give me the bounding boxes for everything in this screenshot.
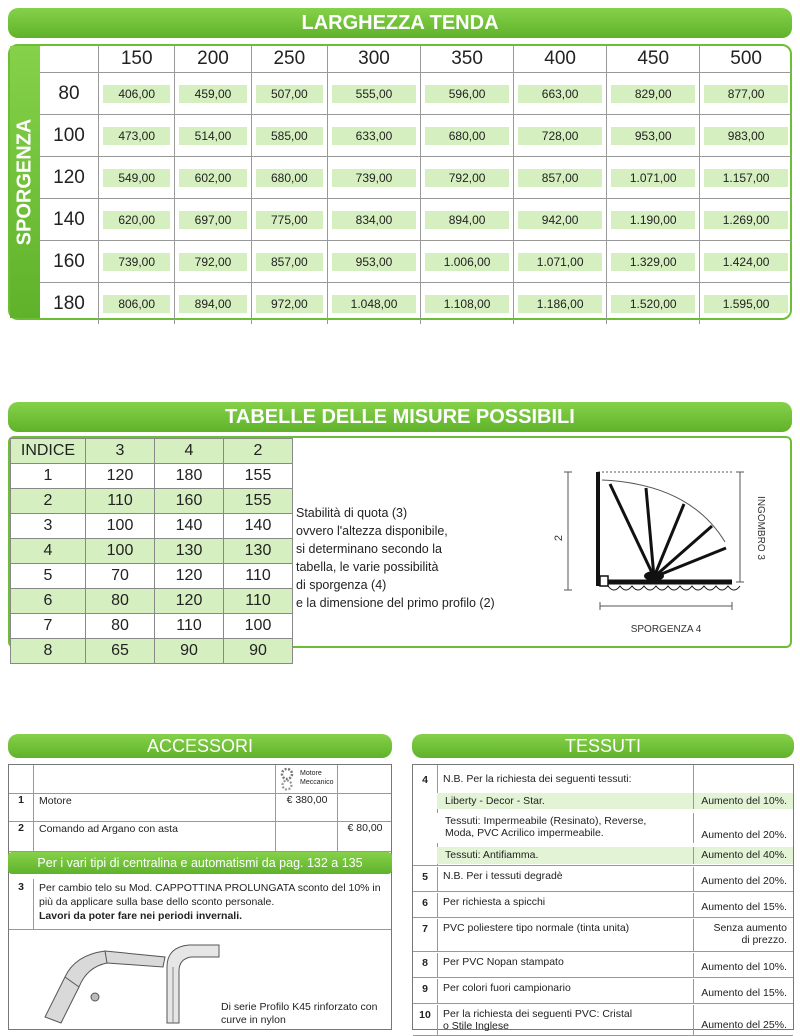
tessuti-title: TESSUTI <box>412 734 794 758</box>
row-value: Aumento del 10%. <box>701 961 787 973</box>
description-line: ovvero l'altezza disponibile, <box>296 524 448 538</box>
table-row <box>40 283 792 325</box>
tessuti-row <box>413 919 793 952</box>
table-row <box>11 489 293 514</box>
sporgenza-header: 80 <box>40 73 99 115</box>
price-cell: 877,00 <box>704 85 788 103</box>
accessori-row: 1 Motore € 380,00 <box>9 793 391 822</box>
table2-title: TABELLE DELLE MISURE POSSIBILI <box>8 402 792 432</box>
hub <box>644 571 664 581</box>
price-cell: 1.071,00 <box>518 253 602 271</box>
price-cell: 697,00 <box>179 211 246 229</box>
measures-cell: 70 <box>86 564 155 589</box>
tessuti-row <box>413 953 793 978</box>
measures-cell: 110 <box>224 564 293 589</box>
measures-cell: 80 <box>86 614 155 639</box>
price-cell: 602,00 <box>179 169 246 187</box>
row-text: Per la richiesta dei seguenti PVC: Cristal <box>443 1008 633 1020</box>
price-cell: 1.520,00 <box>611 295 695 313</box>
table-row <box>40 157 792 199</box>
measures-cell: 120 <box>155 589 224 614</box>
price-cell: 549,00 <box>103 169 170 187</box>
price-cell: 620,00 <box>103 211 170 229</box>
price-cell: 972,00 <box>256 295 323 313</box>
measures-cell: 110 <box>155 614 224 639</box>
description-line: Stabilità di quota (3) <box>296 506 408 520</box>
measures-cell: 120 <box>86 464 155 489</box>
price-cell: 459,00 <box>179 85 246 103</box>
measures-cell: 110 <box>224 589 293 614</box>
price-cell: 806,00 <box>103 295 170 313</box>
row-value: Aumento del 20%. <box>701 875 787 887</box>
table-row <box>11 614 293 639</box>
tessuti-row <box>413 1005 793 1036</box>
table-row <box>40 115 792 157</box>
row-value: Aumento del 15%. <box>701 987 787 999</box>
width-header: 200 <box>175 46 251 73</box>
width-header: 450 <box>607 46 700 73</box>
price-cell: 728,00 <box>518 127 602 145</box>
tessuti-row <box>413 893 793 918</box>
price-cell: 894,00 <box>179 295 246 313</box>
price-cell: 1.186,00 <box>518 295 602 313</box>
row-number: 10 <box>413 1005 438 1035</box>
row-value: Aumento del 25%. <box>701 1019 787 1031</box>
measures-header: 2 <box>224 439 293 464</box>
price-cell: 680,00 <box>425 127 509 145</box>
price-cell: 663,00 <box>518 85 602 103</box>
measures-cell: 80 <box>86 589 155 614</box>
price-cell: 834,00 <box>332 211 416 229</box>
tessuti-row <box>413 867 793 892</box>
price-cell: 775,00 <box>256 211 323 229</box>
measures-cell: 180 <box>155 464 224 489</box>
motore-header: Motore <box>300 770 322 777</box>
measures-cell: 100 <box>86 514 155 539</box>
accessori-row: 2 Comando ad Argano con asta € 80,00 <box>9 821 391 852</box>
row-number: 7 <box>413 919 438 951</box>
price-cell: 596,00 <box>425 85 509 103</box>
price-cell: 473,00 <box>103 127 170 145</box>
table-row <box>11 589 293 614</box>
sporgenza-header: 180 <box>53 292 85 314</box>
table-row <box>11 639 293 664</box>
table-row <box>11 514 293 539</box>
price-cell: 953,00 <box>611 127 695 145</box>
price-table-box <box>8 44 792 320</box>
row-number: 9 <box>413 979 438 1003</box>
measures-cell: 65 <box>86 639 155 664</box>
price-cell: 1.269,00 <box>704 211 788 229</box>
width-header: 250 <box>251 46 327 73</box>
price-cell: 953,00 <box>332 253 416 271</box>
measures-cell: 90 <box>155 639 224 664</box>
tessuti-row-4: 4 N.B. Per la richiesta dei seguenti tessuti: Liberty - Decor - Star. Aumento del 10%. Tessuti: Impermeabile (Resinato), Reverse, Moda, PVC Acrilico impermeabile. Aumento del 20%. Tessuti: Antifiamma. Aumento del 40%. <box>413 765 793 866</box>
meccanico-header: Meccanico <box>300 779 334 786</box>
label-sporgenza: SPORGENZA 4 <box>630 624 702 635</box>
measures-cell: 140 <box>155 514 224 539</box>
table1-corner <box>40 46 99 73</box>
accessori-header-row <box>9 765 391 794</box>
price-cell: 1.108,00 <box>425 295 509 313</box>
tessuti-box <box>412 764 794 1030</box>
measures-description <box>296 504 546 612</box>
measures-cell: 3 <box>11 514 86 539</box>
width-header: 350 <box>421 46 514 73</box>
price-cell: 983,00 <box>704 127 788 145</box>
row-number: 8 <box>413 953 438 977</box>
label-ingombro: INGOMBRO 3 <box>755 496 766 560</box>
price-cell: 514,00 <box>179 127 246 145</box>
promo-banner: Per i vari tipi di centralina e automatismi da pag. 132 a 135 <box>8 852 392 874</box>
table-row <box>40 199 792 241</box>
measures-cell: 140 <box>224 514 293 539</box>
price-cell: 857,00 <box>256 253 323 271</box>
measures-cell: 2 <box>11 489 86 514</box>
measures-cell: 155 <box>224 489 293 514</box>
table-row <box>11 564 293 589</box>
description-line: di sporgenza (4) <box>296 578 387 592</box>
sporgenza-header: 160 <box>40 241 99 283</box>
price-cell: 1.157,00 <box>704 169 788 187</box>
measures-cell: 130 <box>224 539 293 564</box>
row-text: Per richiesta a spicchi <box>443 896 546 908</box>
motore-meccanico-header <box>275 765 338 793</box>
measures-cell: 8 <box>11 639 86 664</box>
profile-caption: Di serie Profilo K45 rinforzato con curve in nylon <box>221 1001 378 1026</box>
tessuti-row <box>413 979 793 1004</box>
price-cell: 406,00 <box>103 85 170 103</box>
width-header: 300 <box>327 46 420 73</box>
price-cell: 857,00 <box>518 169 602 187</box>
tessuti-subrow: Tessuti: Impermeabile (Resinato), Reverse, Moda, PVC Acrilico impermeabile. Aumento del 20%. <box>437 813 793 843</box>
awning-diagram <box>550 464 790 644</box>
measures-header: 3 <box>86 439 155 464</box>
label-height: 2 <box>553 534 565 542</box>
width-header: 500 <box>700 46 792 73</box>
price-cell: 829,00 <box>611 85 695 103</box>
measures-cell: 100 <box>224 614 293 639</box>
sporgenza-header: 140 <box>40 199 99 241</box>
table1-title: LARGHEZZA TENDA <box>8 8 792 38</box>
measures-cell: 155 <box>224 464 293 489</box>
row-number: 5 <box>413 867 438 891</box>
price-cell: 894,00 <box>425 211 509 229</box>
measures-cell: 100 <box>86 539 155 564</box>
measures-cell: 110 <box>86 489 155 514</box>
row-text: PVC poliestere tipo normale (tinta unita) <box>443 922 630 934</box>
table-row <box>11 464 293 489</box>
price-cell: 1.071,00 <box>611 169 695 187</box>
accessori-box <box>8 764 392 1030</box>
measures-cell: 6 <box>11 589 86 614</box>
measures-cell: 160 <box>155 489 224 514</box>
row-value: Aumento del 15%. <box>701 901 787 913</box>
row-text: N.B. Per i tessuti degradè <box>443 870 563 882</box>
price-cell: 507,00 <box>256 85 323 103</box>
tessuti-subrow: Liberty - Decor - Star. Aumento del 10%. <box>437 793 793 809</box>
sporgenza-side-label: SPORGENZA <box>10 46 40 318</box>
accessori-row-3: 3 Per cambio telo su Mod. CAPPOTTINA PROLUNGATA sconto del 10% in più da applicare sulla base dello sconto personale. Lavori da poter fare nei periodi invernali. <box>9 879 391 930</box>
row-number: 6 <box>413 893 438 917</box>
price-cell: 792,00 <box>425 169 509 187</box>
width-header: 400 <box>514 46 607 73</box>
measures-cell: 5 <box>11 564 86 589</box>
measures-header: 4 <box>155 439 224 464</box>
price-cell: 739,00 <box>332 169 416 187</box>
price-cell: 585,00 <box>256 127 323 145</box>
price-table <box>40 46 792 324</box>
row-text: Per PVC Nopan stampato <box>443 956 564 968</box>
measures-header: INDICE <box>11 439 86 464</box>
measures-cell: 7 <box>11 614 86 639</box>
description-line: e la dimensione del primo profilo (2) <box>296 596 495 610</box>
description-line: si determinano secondo la <box>296 542 442 556</box>
price-cell: 1.006,00 <box>425 253 509 271</box>
tessuti-subrow: Tessuti: Antifiamma. Aumento del 40%. <box>437 847 793 864</box>
price-cell: 1.329,00 <box>611 253 695 271</box>
row-text: o Stile Inglese <box>443 1020 509 1032</box>
table-row <box>40 73 792 115</box>
measures-cell: 120 <box>155 564 224 589</box>
row-value: Senza aumento <box>713 922 787 934</box>
price-cell: 792,00 <box>179 253 246 271</box>
measures-cell: 130 <box>155 539 224 564</box>
sporgenza-header: 100 <box>40 115 99 157</box>
price-cell: 739,00 <box>103 253 170 271</box>
price-cell: 633,00 <box>332 127 416 145</box>
price-cell: 1.595,00 <box>704 295 788 313</box>
price-cell: 1.190,00 <box>611 211 695 229</box>
profile-bar-image <box>159 937 229 1027</box>
price-cell: 942,00 <box>518 211 602 229</box>
measures-cell: 1 <box>11 464 86 489</box>
measures-table <box>10 438 293 664</box>
table-row <box>11 539 293 564</box>
price-cell: 555,00 <box>332 85 416 103</box>
arm-4 <box>654 526 712 577</box>
sporgenza-header: 120 <box>40 157 99 199</box>
measures-cell: 4 <box>11 539 86 564</box>
width-header: 150 <box>99 46 175 73</box>
valance <box>608 586 740 590</box>
price-cell: 1.048,00 <box>332 295 416 313</box>
accessori-title: ACCESSORI <box>8 734 392 758</box>
price-cell: 680,00 <box>256 169 323 187</box>
table-row <box>40 241 792 283</box>
row-value: di prezzo. <box>741 934 787 946</box>
measures-cell: 90 <box>224 639 293 664</box>
row-text: Per colori fuori campionario <box>443 982 571 994</box>
price-cell: 1.424,00 <box>704 253 788 271</box>
description-line: tabella, le varie possibilità <box>296 560 439 574</box>
